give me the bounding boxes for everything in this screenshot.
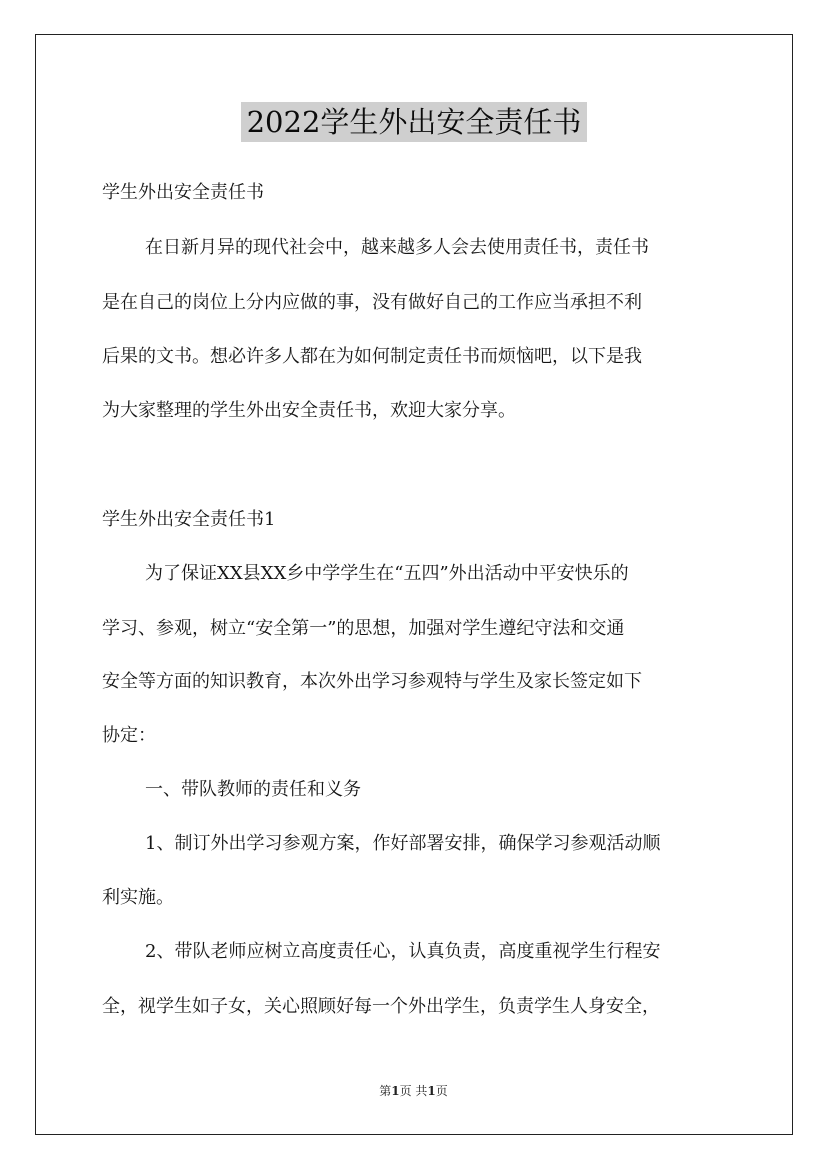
paragraph-line: 是在自己的岗位上分内应做的事，没有做好自己的工作应当承担不利: [102, 292, 642, 313]
current-page-number: 1: [391, 1084, 400, 1098]
paragraph-line: 学习、参观，树立“安全第一”的思想，加强对学生遵纪守法和交通: [102, 618, 625, 639]
document-title: 2022学生外出安全责任书: [241, 102, 587, 142]
total-pages-number: 1: [427, 1084, 436, 1098]
paragraph-line: 全，视学生如子女，关心照顾好每一个外出学生，负责学生人身安全，: [102, 996, 660, 1017]
paragraph-line: 为大家整理的学生外出安全责任书，欢迎大家分享。: [102, 400, 516, 421]
paragraph-line: 一、带队教师的责任和义务: [145, 779, 361, 800]
page-label-suffix: 页: [435, 1084, 448, 1098]
paragraph-line: 为了保证XX县XX乡中学学生在“五四”外出活动中平安快乐的: [145, 563, 629, 584]
page-label-mid: 页 共: [399, 1084, 428, 1098]
paragraph-line: 安全等方面的知识教育，本次外出学习参观特与学生及家长签定如下: [102, 671, 642, 692]
section-heading: 学生外出安全责任书: [102, 182, 264, 203]
section-heading: 学生外出安全责任书1: [102, 509, 276, 530]
paragraph-line: 在日新月异的现代社会中，越来越多人会去使用责任书，责任书: [145, 237, 649, 258]
paragraph-line: 1、制订外出学习参观方案，作好部署安排，确保学习参观活动顺: [145, 833, 661, 854]
paragraph-line: 协定：: [102, 725, 156, 746]
paragraph-line: 后果的文书。想必许多人都在为如何制定责任书而烦恼吧，以下是我: [102, 346, 642, 367]
paragraph-line: 2、带队老师应树立高度责任心，认真负责，高度重视学生行程安: [145, 941, 661, 962]
page-label-prefix: 第: [379, 1084, 392, 1098]
paragraph-line: 利实施。: [102, 887, 174, 908]
page-footer: [0, 1083, 827, 1099]
